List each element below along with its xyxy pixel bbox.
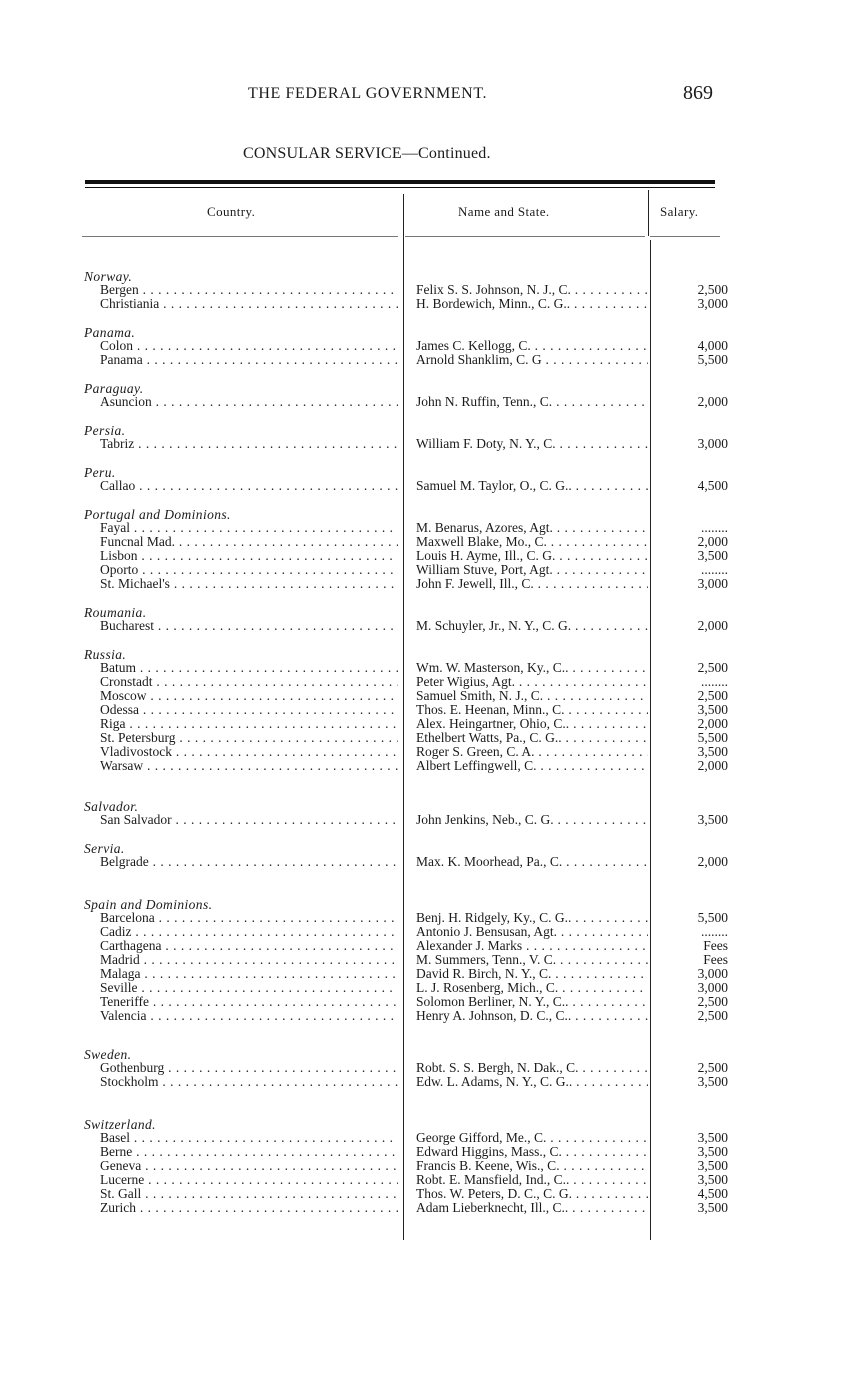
salary-cell: ........: [701, 674, 728, 689]
name-state-cell: Louis H. Ayme, Ill., C. G. . . .: [416, 549, 648, 563]
table-row: [0, 1075, 859, 1089]
city-cell: Oporto . . .: [100, 563, 398, 577]
name-state-cell: Peter Wigius, Agt. . . .: [416, 675, 648, 689]
city-cell: Berne . . .: [100, 1145, 398, 1159]
salary-cell: 3,500: [697, 744, 728, 759]
table-row: [0, 1131, 859, 1145]
city-cell: Gothenburg . . .: [100, 1061, 398, 1075]
name-state-cell: M. Benarus, Azores, Agt. . . .: [416, 521, 648, 535]
table-row: [0, 1159, 859, 1173]
country-name: Salvador.: [84, 799, 139, 814]
city-cell: Cadiz . . .: [100, 925, 398, 939]
salary-cell: 2,500: [697, 660, 728, 675]
name-state-cell: John N. Ruffin, Tenn., C. . . .: [416, 395, 648, 409]
country-name: Servia.: [84, 841, 125, 856]
city-cell: Bergen . . .: [100, 283, 398, 297]
table-row: [0, 549, 859, 563]
name-state-cell: Antonio J. Bensusan, Agt. . . .: [416, 925, 648, 939]
name-state-cell: Francis B. Keene, Wis., C. . . .: [416, 1159, 648, 1173]
salary-cell: 3,000: [697, 436, 728, 451]
city-cell: Lucerne . . .: [100, 1173, 398, 1187]
name-state-cell: James C. Kellogg, C. . . .: [416, 339, 648, 353]
city-cell: Belgrade . . .: [100, 855, 398, 869]
city-cell: Zurich . . .: [100, 1201, 398, 1215]
salary-cell: 3,500: [697, 1200, 728, 1215]
salary-cell: 2,000: [697, 716, 728, 731]
name-state-cell: H. Bordewich, Minn., C. G.. . . .: [416, 297, 648, 311]
name-state-cell: George Gifford, Me., C. . . .: [416, 1131, 648, 1145]
city-cell: St. Gall . . .: [100, 1187, 398, 1201]
name-state-cell: Benj. H. Ridgely, Ky., C. G.. . . .: [416, 911, 648, 925]
table-top-rule: [85, 180, 715, 184]
name-state-cell: Max. K. Moorhead, Pa., C. . . .: [416, 855, 648, 869]
salary-cell: Fees: [703, 938, 728, 953]
salary-cell: 3,500: [697, 1158, 728, 1173]
salary-cell: ........: [701, 562, 728, 577]
table-row: [0, 1201, 859, 1215]
name-state-cell: Robt. E. Mansfield, Ind., C.. . . .: [416, 1173, 648, 1187]
salary-cell: 3,000: [697, 966, 728, 981]
city-cell: St. Michael's . . .: [100, 577, 398, 591]
city-cell: Odessa . . .: [100, 703, 398, 717]
city-cell: Geneva . . .: [100, 1159, 398, 1173]
city-cell: Batum . . .: [100, 661, 398, 675]
salary-cell: 2,500: [697, 1060, 728, 1075]
city-cell: Basel . . .: [100, 1131, 398, 1145]
city-cell: Valencia . . .: [100, 1009, 398, 1023]
table-row: [0, 689, 859, 703]
name-state-cell: Samuel M. Taylor, O., C. G.. . . .: [416, 479, 648, 493]
country-name: Norway.: [84, 269, 133, 284]
salary-cell: 2,000: [697, 394, 728, 409]
name-state-cell: John F. Jewell, Ill., C. . . .: [416, 577, 648, 591]
name-state-cell: M. Schuyler, Jr., N. Y., C. G. . . .: [416, 619, 648, 633]
table-row: [0, 563, 859, 577]
name-state-cell: Edw. L. Adams, N. Y., C. G.. . . .: [416, 1075, 648, 1089]
table-row: [0, 395, 859, 409]
table-row: [0, 297, 859, 311]
country-name: Paraguay.: [84, 381, 144, 396]
name-state-cell: Felix S. S. Johnson, N. J., C. . . .: [416, 283, 648, 297]
table-row: [0, 995, 859, 1009]
page-number: 869: [683, 82, 713, 104]
name-state-cell: Thos. E. Heenan, Minn., C. . . .: [416, 703, 648, 717]
table-row: [0, 953, 859, 967]
table-row: [0, 1187, 859, 1201]
name-state-cell: William F. Doty, N. Y., C. . . .: [416, 437, 648, 451]
city-cell: Bucharest . . .: [100, 619, 398, 633]
city-cell: St. Petersburg . . .: [100, 731, 398, 745]
salary-cell: ........: [701, 520, 728, 535]
country-name: Russia.: [84, 647, 127, 662]
salary-cell: 3,000: [697, 296, 728, 311]
salary-cell: 2,000: [697, 534, 728, 549]
city-cell: San Salvador . . .: [100, 813, 398, 827]
table-row: [0, 521, 859, 535]
section-title: CONSULAR SERVICE—Continued.: [243, 145, 491, 162]
name-state-cell: Roger S. Green, C. A. . . .: [416, 745, 648, 759]
name-state-cell: Solomon Berliner, N. Y., C.. . . .: [416, 995, 648, 1009]
column-divider-right-header: [648, 190, 649, 236]
name-state-cell: Edward Higgins, Mass., C. . . .: [416, 1145, 648, 1159]
city-cell: Malaga . . .: [100, 967, 398, 981]
salary-cell: ........: [701, 924, 728, 939]
city-cell: Fayal . . .: [100, 521, 398, 535]
table-row: [0, 1173, 859, 1187]
name-state-cell: David R. Birch, N. Y., C. . . .: [416, 967, 648, 981]
table-row: [0, 967, 859, 981]
city-cell: Tabriz . . .: [100, 437, 398, 451]
salary-cell: 2,500: [697, 1008, 728, 1023]
salary-cell: 3,500: [697, 1074, 728, 1089]
city-cell: Teneriffe . . .: [100, 995, 398, 1009]
city-cell: Callao . . .: [100, 479, 398, 493]
running-head: [0, 82, 859, 107]
salary-cell: 2,000: [697, 618, 728, 633]
name-state-cell: M. Summers, Tenn., V. C. . . .: [416, 953, 648, 967]
city-cell: Colon . . .: [100, 339, 398, 353]
table-row: [0, 619, 859, 633]
table-row: [0, 353, 859, 367]
table-row: [0, 981, 859, 995]
city-cell: Funcnal Mad. . . .: [100, 535, 398, 549]
table-row: [0, 479, 859, 493]
table-row: [0, 717, 859, 731]
name-state-cell: Thos. W. Peters, D. C., C. G. . . .: [416, 1187, 648, 1201]
table-top-rule-thin: [85, 187, 715, 188]
header-rule-salary: [650, 236, 720, 237]
name-state-cell: Wm. W. Masterson, Ky., C.. . . .: [416, 661, 648, 675]
column-header-name-state: Name and State.: [458, 204, 550, 219]
salary-cell: 2,000: [697, 758, 728, 773]
table-row: [0, 813, 859, 827]
table-row: [0, 855, 859, 869]
salary-cell: 5,500: [697, 352, 728, 367]
city-cell: Vladivostock . . .: [100, 745, 398, 759]
table-row: [0, 731, 859, 745]
salary-cell: 2,500: [697, 282, 728, 297]
country-name: Panama.: [84, 325, 136, 340]
country-name: Roumania.: [84, 605, 147, 620]
table-row: [0, 535, 859, 549]
country-name: Persia.: [84, 423, 126, 438]
name-state-cell: L. J. Rosenberg, Mich., C. . . .: [416, 981, 648, 995]
table-row: [0, 661, 859, 675]
page-title: THE FEDERAL GOVERNMENT.: [248, 85, 488, 102]
city-cell: Riga . . .: [100, 717, 398, 731]
table-row: [0, 911, 859, 925]
country-name: Sweden.: [84, 1047, 132, 1062]
city-cell: Cronstadt . . .: [100, 675, 398, 689]
salary-cell: 3,500: [697, 812, 728, 827]
table-row: [0, 1145, 859, 1159]
header-rule-name: [405, 236, 645, 237]
table-row: [0, 577, 859, 591]
salary-cell: 3,500: [697, 1144, 728, 1159]
name-state-cell: Alex. Heingartner, Ohio, C.. . . .: [416, 717, 648, 731]
city-cell: Barcelona . . .: [100, 911, 398, 925]
salary-cell: 4,000: [697, 338, 728, 353]
table-row: [0, 437, 859, 451]
table-row: [0, 1061, 859, 1075]
name-state-cell: Arnold Shanklim, C. G . . .: [416, 353, 648, 367]
country-name: Spain and Dominions.: [84, 897, 213, 912]
salary-cell: Fees: [703, 952, 728, 967]
city-cell: Asuncion . . .: [100, 395, 398, 409]
name-state-cell: Henry A. Johnson, D. C., C.. . . .: [416, 1009, 648, 1023]
country-name: Portugal and Dominions.: [84, 507, 231, 522]
city-cell: Moscow . . .: [100, 689, 398, 703]
table-row: [0, 939, 859, 953]
salary-cell: 3,500: [697, 702, 728, 717]
salary-cell: 4,500: [697, 1186, 728, 1201]
salary-cell: 3,500: [697, 1130, 728, 1145]
table-row: [0, 339, 859, 353]
city-cell: Madrid . . .: [100, 953, 398, 967]
header-rule-country: [82, 236, 398, 237]
country-name: Peru.: [84, 465, 116, 480]
city-cell: Carthagena . . .: [100, 939, 398, 953]
city-cell: Christiania . . .: [100, 297, 398, 311]
name-state-cell: Robt. S. S. Bergh, N. Dak., C. . . .: [416, 1061, 648, 1075]
name-state-cell: John Jenkins, Neb., C. G. . . .: [416, 813, 648, 827]
salary-cell: 5,500: [697, 910, 728, 925]
salary-cell: 5,500: [697, 730, 728, 745]
column-header-salary: Salary.: [660, 204, 699, 219]
city-cell: Seville . . .: [100, 981, 398, 995]
salary-cell: 2,500: [697, 994, 728, 1009]
salary-cell: 2,000: [697, 854, 728, 869]
name-state-cell: Adam Lieberknecht, Ill., C.. . . .: [416, 1201, 648, 1215]
table-row: [0, 759, 859, 773]
table-row: [0, 1009, 859, 1023]
city-cell: Lisbon . . .: [100, 549, 398, 563]
name-state-cell: Albert Leffingwell, C. . . .: [416, 759, 648, 773]
salary-cell: 3,000: [697, 980, 728, 995]
salary-cell: 2,500: [697, 688, 728, 703]
salary-cell: 3,500: [697, 1172, 728, 1187]
table-row: [0, 675, 859, 689]
country-name: Switzerland.: [84, 1117, 156, 1132]
city-cell: Panama . . .: [100, 353, 398, 367]
table-row: [0, 283, 859, 297]
name-state-cell: Ethelbert Watts, Pa., C. G.. . . .: [416, 731, 648, 745]
column-header-country: Country.: [207, 204, 256, 219]
salary-cell: 4,500: [697, 478, 728, 493]
name-state-cell: Samuel Smith, N. J., C. . . .: [416, 689, 648, 703]
name-state-cell: William Stuve, Port, Agt. . . .: [416, 563, 648, 577]
table-row: [0, 745, 859, 759]
city-cell: Warsaw . . .: [100, 759, 398, 773]
city-cell: Stockholm . . .: [100, 1075, 398, 1089]
name-state-cell: Alexander J. Marks . . .: [416, 939, 648, 953]
name-state-cell: Maxwell Blake, Mo., C. . . .: [416, 535, 648, 549]
salary-cell: 3,500: [697, 548, 728, 563]
table-row: [0, 703, 859, 717]
salary-cell: 3,000: [697, 576, 728, 591]
table-row: [0, 925, 859, 939]
